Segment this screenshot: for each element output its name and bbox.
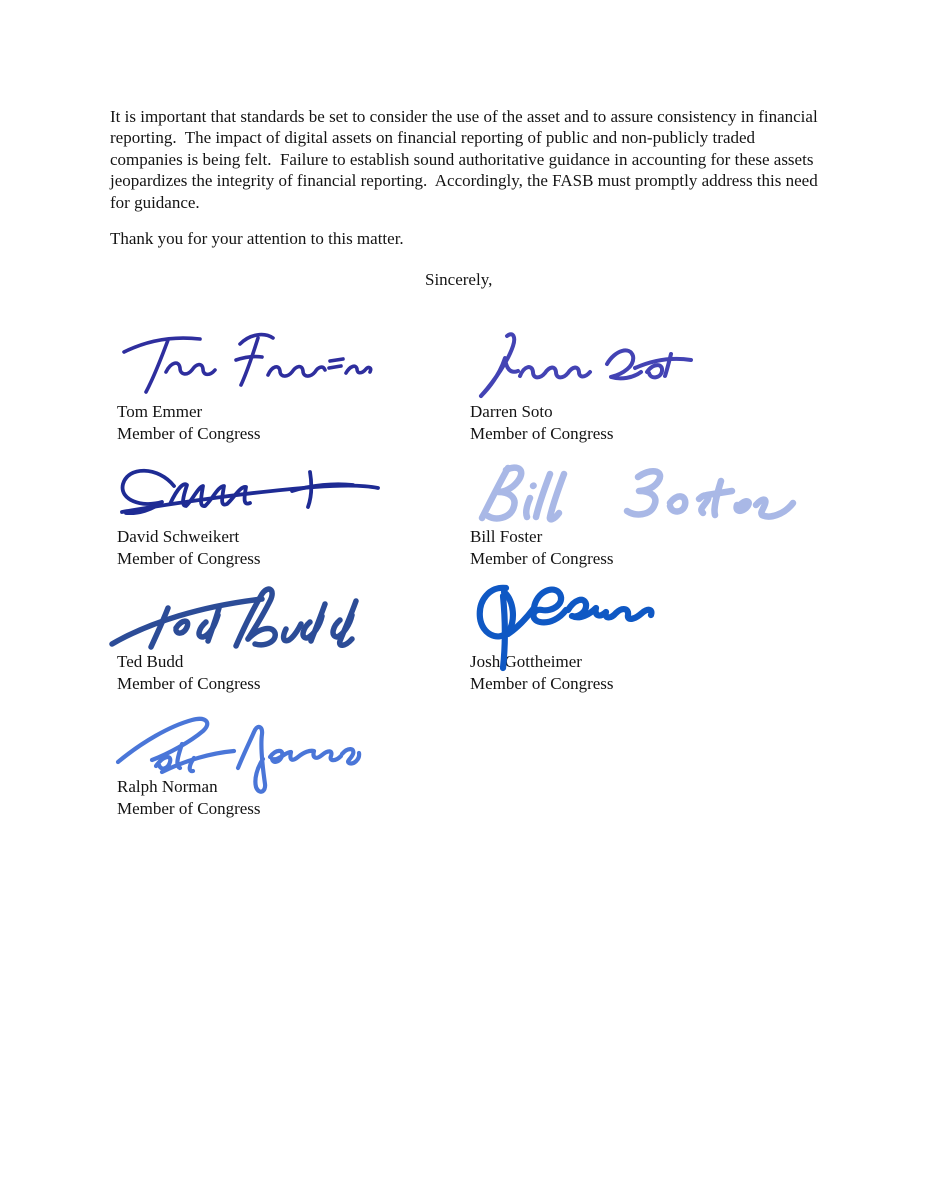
signer-name: Ralph Norman [117, 777, 218, 796]
closing-sincerely-line: Sincerely, [425, 270, 493, 289]
signature-ink-ted-budd [106, 584, 364, 652]
signature-ink-josh-gottheimer [472, 582, 672, 674]
signer-name: David Schweikert [117, 527, 240, 546]
signer-title: Member of Congress [117, 673, 261, 693]
signer-title: Member of Congress [470, 673, 614, 693]
signer-title: Member of Congress [470, 548, 614, 568]
signature-ink-bill-foster [466, 460, 798, 526]
signature-ink-tom-emmer [110, 330, 375, 400]
signer-name: Josh Gottheimer [470, 652, 582, 671]
signer-title: Member of Congress [117, 423, 261, 443]
signer-name: Darren Soto [470, 402, 553, 421]
signer-title: Member of Congress [470, 423, 614, 443]
closing-thanks-line: Thank you for your attention to this matter. [110, 229, 404, 248]
signer-name: Bill Foster [470, 527, 543, 546]
signature-ink-ralph-norman [112, 710, 364, 805]
signer-name: Ted Budd [117, 652, 184, 671]
signature-ink-darren-soto [467, 328, 695, 402]
body-paragraph: It is important that standards be set to consider the use of the asset and to assure consistency in financial reporting. The impact of digital assets on financial reporting of public and non-publicly traded companies is being felt. Failure to establish sound authoritative guidance in accounting for these assets jeopardizes the integrity of financial reporting. Accordingly, the FASB must promptly address this need for guidance. [110, 107, 822, 212]
signer-title: Member of Congress [117, 548, 261, 568]
signer-title: Member of Congress [117, 798, 261, 818]
signature-ink-david-schweikert [110, 458, 388, 520]
signer-name: Tom Emmer [117, 402, 203, 421]
